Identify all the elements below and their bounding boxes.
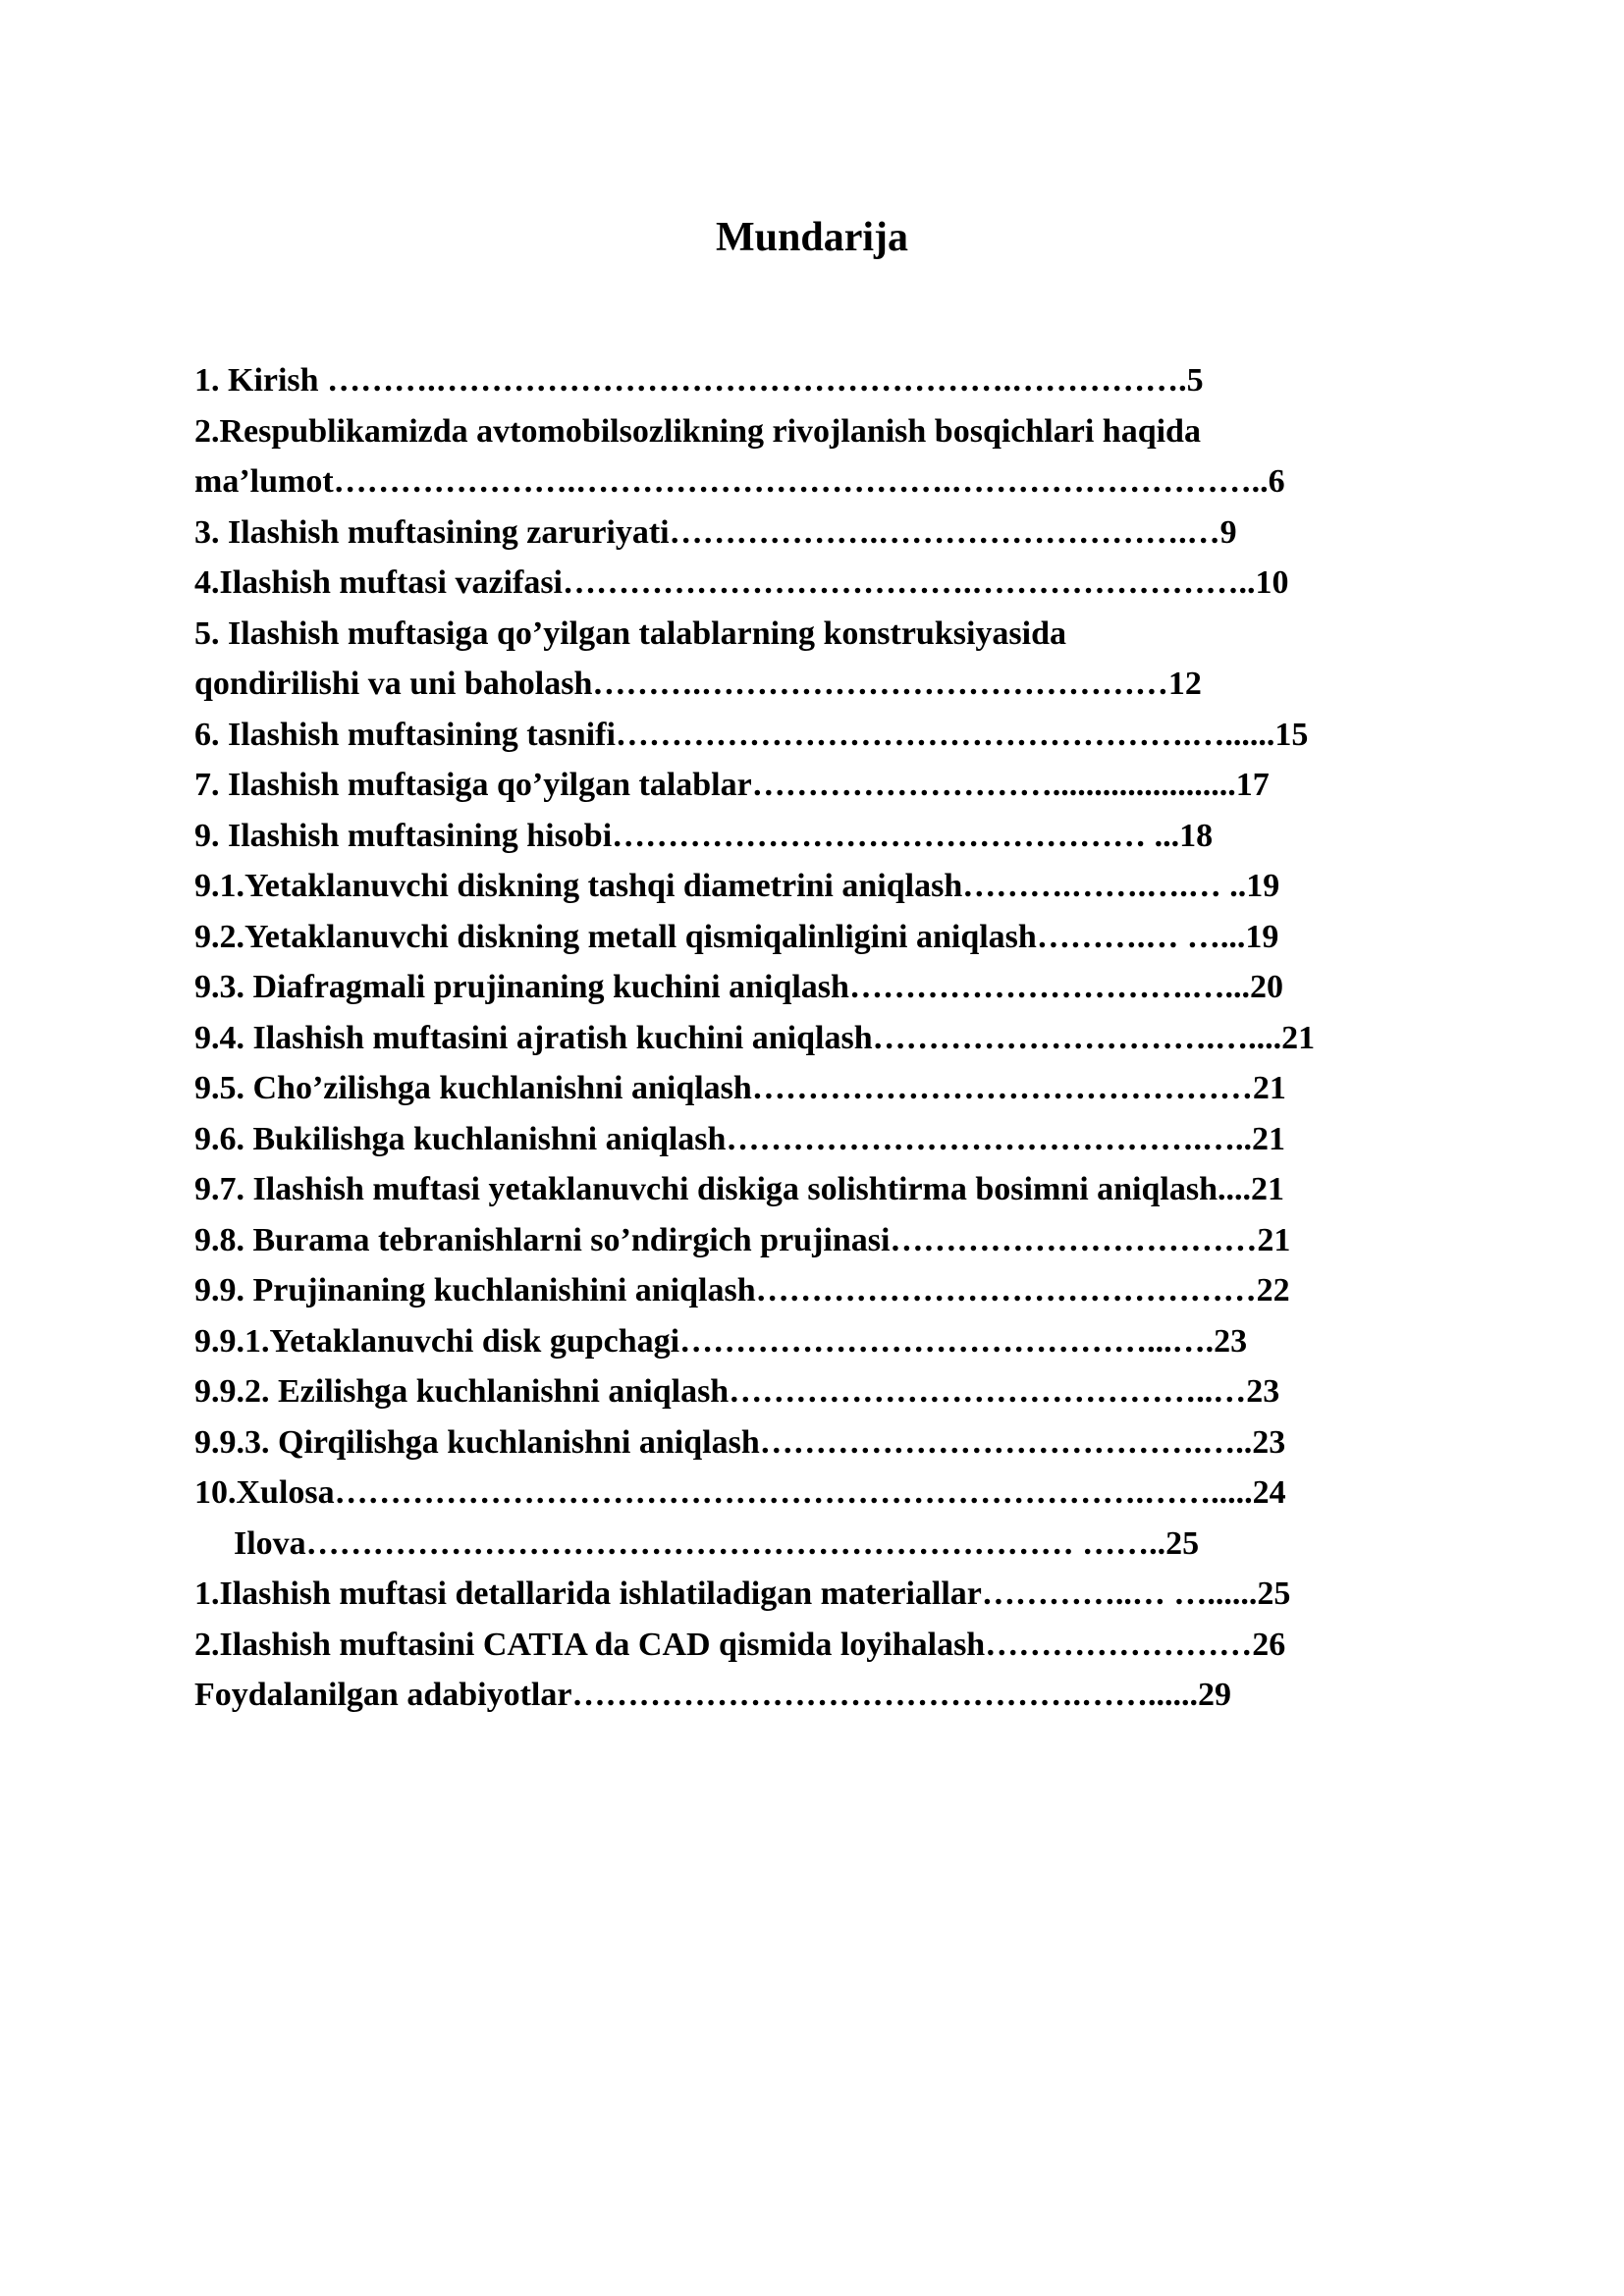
toc-entry: 9.9.2. Ezilishga kuchlanishni aniqlash……………………………………..…23 xyxy=(194,1373,1280,1410)
toc-entry: ma’lumot………………….…………………………….………………………..6 xyxy=(194,463,1285,500)
toc-entry: 9.9. Prujinaning kuchlanishini aniqlash………………………………………22 xyxy=(194,1272,1290,1308)
toc-entry: 6. Ilashish muftasining tasnifi…………………………………………….…......15 xyxy=(194,716,1309,753)
toc-entry: 2.Respublikamizda avtomobilsozlikning rivojlanish bosqichlari haqida xyxy=(194,412,1201,450)
toc-entry: 9. Ilashish muftasining hisobi………………………………………… ...18 xyxy=(194,817,1214,854)
toc-entry: 7. Ilashish muftasiga qo’yilgan talablar………………………......................17 xyxy=(194,767,1270,803)
toc-entry: 9.7. Ilashish muftasi yetaklanuvchi diskiga solishtirma bosimni aniqlash....21 xyxy=(194,1171,1284,1207)
toc-entry: 9.9.3. Qirqilishga kuchlanishni aniqlash………………………………….…..23 xyxy=(194,1423,1286,1461)
toc-entry: 10.Xulosa……………………………………………………………….…….....24 xyxy=(194,1474,1286,1511)
toc-entry: 9.1.Yetaklanuvchi diskning tashqi diametrini aniqlash……….…….….… ..19 xyxy=(194,868,1280,904)
toc-entry: 9.3. Diafragmali prujinaning kuchini aniqlash………………………….…...20 xyxy=(194,969,1283,1005)
toc-entry: 1. Kirish ……….…………………………………………….…………….5 xyxy=(194,362,1204,399)
toc-entry: 5. Ilashish muftasiga qo’yilgan talablarning konstruksiyasida xyxy=(194,614,1067,652)
toc-entry: 9.6. Bukilishga kuchlanishni aniqlash…………………………………….…..21 xyxy=(194,1120,1285,1157)
page-title: Mundarija xyxy=(715,215,908,260)
toc-entry: 9.9.1.Yetaklanuvchi disk gupchagi……………………………………...….23 xyxy=(194,1322,1248,1360)
toc-entry: 9.5. Cho’zilishga kuchlanishni aniqlash………………………………………21 xyxy=(194,1070,1286,1106)
toc-entry: 1.Ilashish muftasi detallarida ishlatiladigan materiallar…………..… …......25 xyxy=(194,1575,1291,1612)
toc-entry: 4.Ilashish muftasi vazifasi……………………………….……………………..10 xyxy=(194,564,1289,601)
toc-entry: 9.2.Yetaklanuvchi diskning metall qismiqalinligini aniqlash……….… …...19 xyxy=(194,918,1279,955)
toc-entry: 2.Ilashish muftasini CATIA da CAD qismida loyihalash……………………26 xyxy=(194,1626,1286,1663)
toc-entry: Ilova…………………………………………………………… ……..25 xyxy=(234,1524,1200,1562)
toc-entry: Foydalanilgan adabiyotlar……………………………………….……......29 xyxy=(194,1677,1231,1713)
toc-entry: 9.8. Burama tebranishlarni so’ndirgich prujinasi……………………………21 xyxy=(194,1221,1291,1258)
toc-entry: 9.4. Ilashish muftasini ajratish kuchini aniqlash………………………….…....21 xyxy=(194,1019,1316,1056)
toc-entry: qondirilishi va uni baholash……….……………………………………12 xyxy=(194,666,1202,702)
toc-entry: 3. Ilashish muftasining zaruriyati……………….……………………….…9 xyxy=(194,513,1237,551)
table-of-contents xyxy=(194,355,1461,1721)
